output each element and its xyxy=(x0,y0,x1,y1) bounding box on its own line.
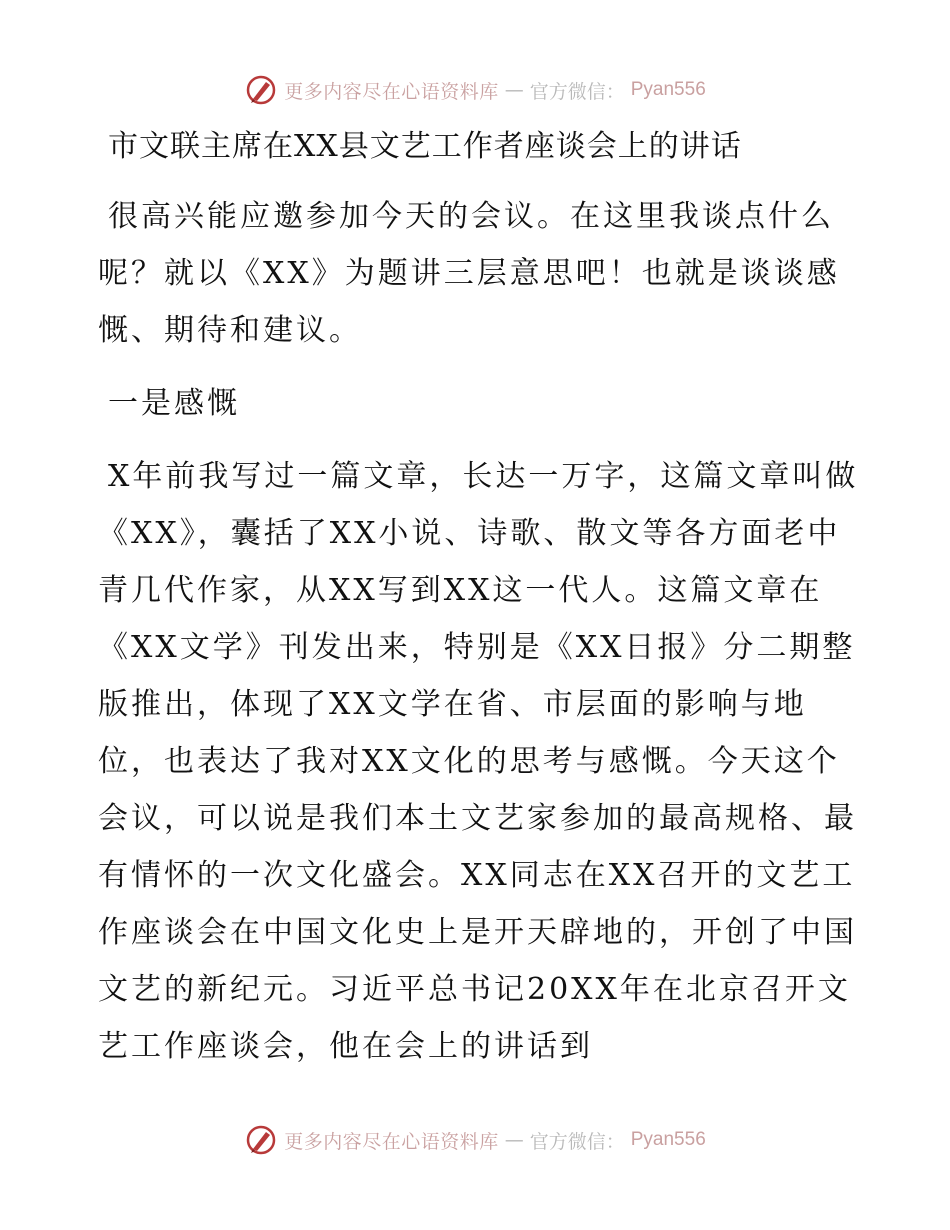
watermark-site-text: 更多内容尽在心语资料库 xyxy=(284,80,499,103)
intro-paragraph: 很高兴能应邀参加今天的会议。在这里我谈点什么呢？就以《XX》为题讲三层意思吧！也就是谈谈感慨、期待和建议。 xyxy=(98,199,840,348)
document-body xyxy=(98,118,868,1075)
watermark-site-text: 更多内容尽在心语资料库 xyxy=(284,1130,499,1153)
section-heading: 一是感慨 xyxy=(108,386,240,421)
watermark-wechat-id: Pyan556 xyxy=(630,1129,706,1150)
watermark-separator: — xyxy=(504,1129,524,1151)
watermark-label: 官方微信： xyxy=(529,80,625,103)
footer-watermark xyxy=(0,1120,950,1160)
watermark-label: 官方微信： xyxy=(529,1130,625,1153)
body-paragraph: X年前我写过一篇文章，长达一万字，这篇文章叫做《XX》，囊括了XX小说、诗歌、散文等各方面老中青几代作家，从XX写到XX这一代人。这篇文章在《XX文学》刊发出来，特别是《XX日报》分二期整版推出，体现了XX文学在省、市层面的影响与地位，也表达了我对XX文化的思考与感慨。今天这个会议，可以说是我们本土文艺家参加的最高规格、最有情怀的一次文化盛会。XX同志在XX召开的文艺工作座谈会在中国文化史上是开天辟地的，开创了中国文艺的新纪元。习近平总书记20XX年在北京召开文艺工作座谈会，他在会上的讲话到 xyxy=(98,459,859,1064)
red-pen-circle-icon xyxy=(244,1123,278,1157)
watermark-separator: — xyxy=(504,79,524,101)
header-watermark xyxy=(0,70,950,110)
red-pen-circle-icon xyxy=(244,73,278,107)
document-title: 市文联主席在XX县文艺工作者座谈会上的讲话 xyxy=(108,129,742,164)
watermark-wechat-id: Pyan556 xyxy=(630,79,706,100)
